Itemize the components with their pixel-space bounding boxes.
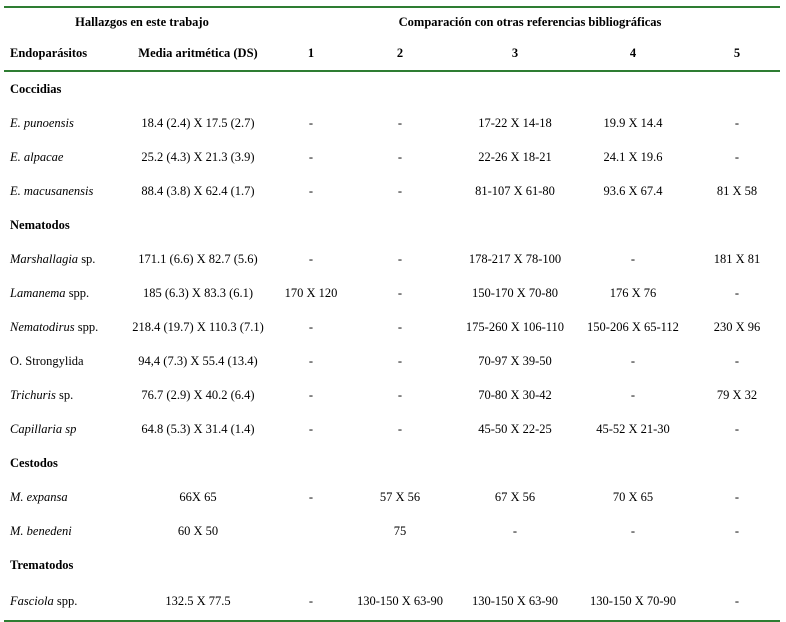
cell-ref-2: 75 [393, 523, 407, 538]
parasite-name-rest: spp. [53, 593, 78, 608]
cell-ref-3: 17-22 X 14-18 [478, 115, 552, 130]
section-row [4, 446, 780, 480]
parasite-name-rest: sp. [55, 387, 74, 402]
cell-ref-4: 150-206 X 65-112 [587, 319, 679, 334]
table-row [4, 242, 780, 276]
parasite-name-rest: O. Strongylida [10, 353, 84, 368]
cell-ref-5: 81 X 58 [716, 183, 758, 198]
cell-media: 171.1 (6.6) X 82.7 (5.6) [138, 251, 258, 266]
cell-ref-2: - [397, 149, 403, 164]
table-row [4, 106, 780, 140]
table-row [4, 582, 780, 621]
parasite-name [4, 310, 116, 344]
table-row [4, 310, 780, 344]
col-header-media: Media aritmética (DS) [116, 36, 274, 71]
parasite-name-rest: spp. [65, 285, 90, 300]
parasite-name [4, 582, 116, 621]
cell-media: 25.2 (4.3) X 21.3 (3.9) [141, 149, 255, 164]
cell-ref-1: - [308, 319, 314, 334]
cell-ref-5: - [734, 285, 740, 300]
cell-ref-2: - [397, 319, 403, 334]
parasite-name-italic: Lamanema [10, 285, 66, 300]
col-header-ref-1: 1 [274, 36, 342, 71]
section-title: Cestodos [10, 455, 58, 470]
cell-ref-4: - [630, 353, 636, 368]
header-group-left: Hallazgos en este trabajo [4, 7, 274, 36]
cell-ref-4: 130-150 X 70-90 [572, 582, 688, 621]
table-row [4, 378, 780, 412]
table-row [4, 412, 780, 446]
parasite-name-italic: M. benedeni [10, 523, 72, 538]
cell-ref-4: 19.9 X 14.4 [603, 115, 663, 130]
parasite-name [4, 106, 116, 140]
col-header-ref-2: 2 [342, 36, 452, 71]
cell-ref-1 [274, 514, 342, 548]
table-row [4, 480, 780, 514]
cell-ref-3: 130-150 X 63-90 [452, 582, 572, 621]
cell-ref-5: - [734, 489, 740, 504]
parasite-name [4, 344, 116, 378]
cell-ref-3: 67 X 56 [494, 489, 536, 504]
section-row [4, 548, 780, 582]
cell-ref-4: 24.1 X 19.6 [603, 149, 663, 164]
parasite-name [4, 276, 116, 310]
cell-ref-5: - [734, 149, 740, 164]
cell-ref-4: 176 X 76 [609, 285, 657, 300]
cell-media: 64.8 (5.3) X 31.4 (1.4) [141, 421, 255, 436]
parasite-name-italic: Marshallagia [10, 251, 79, 266]
parasite-name-italic: E. alpacae [10, 149, 64, 164]
cell-ref-2: - [397, 251, 403, 266]
cell-ref-1: - [308, 115, 314, 130]
parasite-name-italic: Trichuris [10, 387, 56, 402]
parasite-name-italic: Fasciola [10, 593, 54, 608]
cell-ref-4: - [630, 251, 636, 266]
cell-ref-1: - [308, 183, 314, 198]
parasite-name-rest: spp. [74, 319, 99, 334]
table-row [4, 344, 780, 378]
parasite-name [4, 378, 116, 412]
cell-ref-2: - [397, 183, 403, 198]
parasite-name-italic: Capillaria sp [10, 421, 77, 436]
table-row [4, 140, 780, 174]
cell-media: 218.4 (19.7) X 110.3 (7.1) [132, 319, 264, 334]
table-row [4, 174, 780, 208]
col-header-ref-4: 4 [572, 36, 688, 71]
cell-media: 76.7 (2.9) X 40.2 (6.4) [141, 387, 255, 402]
cell-ref-2: - [397, 115, 403, 130]
cell-ref-4: 93.6 X 67.4 [603, 183, 663, 198]
cell-ref-3: 175-260 X 106-110 [465, 319, 565, 334]
cell-ref-2: - [397, 387, 403, 402]
parasite-name-italic: Nematodirus [10, 319, 75, 334]
cell-ref-5: 181 X 81 [713, 251, 761, 266]
table-row [4, 514, 780, 548]
cell-ref-3: 45-50 X 22-25 [478, 421, 552, 436]
cell-ref-2: - [397, 285, 403, 300]
cell-ref-2: - [397, 353, 403, 368]
section-title: Trematodos [10, 557, 74, 572]
cell-ref-2: - [397, 421, 403, 436]
cell-ref-3: - [512, 523, 518, 538]
cell-media: 88.4 (3.8) X 62.4 (1.7) [141, 183, 255, 198]
section-title: Nematodos [10, 217, 70, 232]
cell-ref-3: 70-97 X 39-50 [478, 353, 552, 368]
cell-ref-5: 79 X 32 [716, 387, 758, 402]
cell-ref-5: - [688, 582, 780, 621]
cell-media: 94,4 (7.3) X 55.4 (13.4) [138, 353, 258, 368]
cell-ref-1: - [308, 149, 314, 164]
cell-media: 18.4 (2.4) X 17.5 (2.7) [141, 115, 255, 130]
col-header-ref-5: 5 [688, 36, 780, 71]
parasite-name-rest: sp. [78, 251, 96, 266]
parasite-name [4, 140, 116, 174]
cell-ref-3: 150-170 X 70-80 [471, 285, 559, 300]
cell-ref-2: 57 X 56 [379, 489, 421, 504]
cell-ref-3: 178-217 X 78-100 [468, 251, 562, 266]
cell-ref-1: - [308, 387, 314, 402]
cell-ref-1: - [308, 489, 314, 504]
parasite-name-italic: E. macusanensis [10, 183, 94, 198]
cell-ref-4: 70 X 65 [612, 489, 654, 504]
parasite-name [4, 412, 116, 446]
cell-ref-3: 81-107 X 61-80 [475, 183, 555, 198]
cell-media: 185 (6.3) X 83.3 (6.1) [142, 285, 254, 300]
parasite-name [4, 174, 116, 208]
cell-ref-1: 170 X 120 [284, 285, 338, 300]
section-row [4, 71, 780, 106]
table-row [4, 276, 780, 310]
col-header-endoparasitos: Endoparásitos [4, 36, 116, 71]
cell-media: 132.5 X 77.5 [116, 582, 274, 621]
comparison-table [4, 6, 780, 622]
cell-ref-5: - [734, 353, 740, 368]
cell-ref-4: 45-52 X 21-30 [596, 421, 670, 436]
cell-ref-5: - [734, 523, 740, 538]
parasite-name [4, 514, 116, 548]
cell-ref-2: 130-150 X 63-90 [342, 582, 452, 621]
header-columns-row [4, 36, 780, 71]
parasite-name-italic: E. punoensis [10, 115, 74, 130]
cell-ref-5: 230 X 96 [713, 319, 761, 334]
cell-ref-1: - [308, 251, 314, 266]
cell-ref-1: - [308, 421, 314, 436]
parasite-name-italic: M. expansa [10, 489, 68, 504]
cell-ref-3: 70-80 X 30-42 [478, 387, 552, 402]
parasite-name [4, 242, 116, 276]
table-body [4, 71, 780, 621]
cell-ref-1: - [308, 353, 314, 368]
cell-media: 66X 65 [179, 489, 217, 504]
section-title: Coccidias [10, 81, 62, 96]
cell-ref-5: - [734, 115, 740, 130]
header-group-right: Comparación con otras referencias bibliográficas [274, 7, 780, 36]
cell-ref-3: 22-26 X 18-21 [478, 149, 552, 164]
header-group-row [4, 7, 780, 36]
cell-ref-4: - [630, 387, 636, 402]
parasite-name [4, 480, 116, 514]
col-header-ref-3: 3 [452, 36, 572, 71]
cell-media: 60 X 50 [177, 523, 219, 538]
section-row [4, 208, 780, 242]
cell-ref-1: - [274, 582, 342, 621]
cell-ref-4: - [630, 523, 636, 538]
cell-ref-5: - [734, 421, 740, 436]
